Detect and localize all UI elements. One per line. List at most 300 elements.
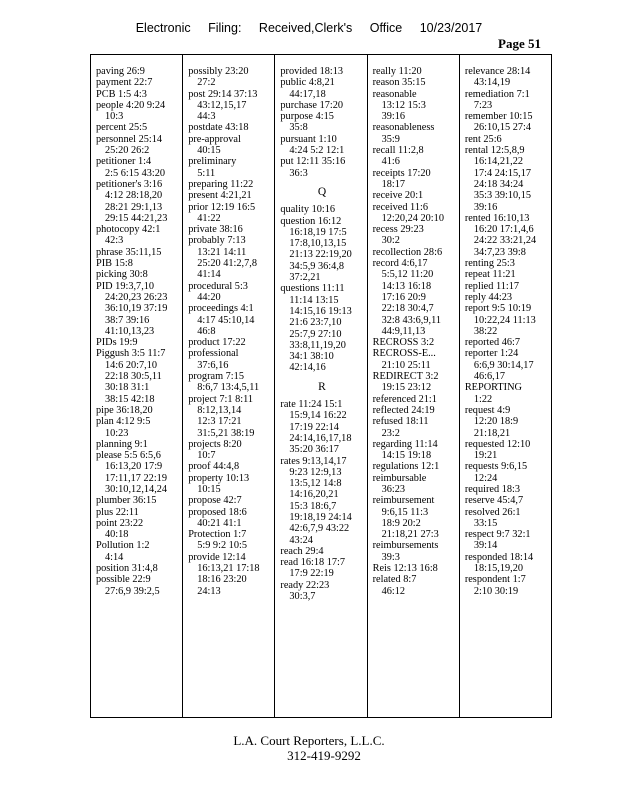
index-entry — [373, 405, 456, 416]
index-entry — [96, 258, 179, 269]
index-entry — [96, 100, 179, 123]
index-entry — [373, 122, 456, 145]
index-entry — [465, 461, 548, 484]
index-ref-line: 42:14,16 — [289, 362, 326, 374]
index-term-line: procedural 5:3 — [188, 280, 248, 292]
index-term-line: position 31:4,8 — [96, 563, 158, 575]
index-term-line: reasonableness — [372, 122, 435, 134]
index-entry — [373, 224, 456, 247]
index-term-line: paving 26:9 — [96, 66, 145, 77]
index-entry — [188, 371, 271, 394]
index-term-line: report 9:5 10:19 — [464, 303, 532, 315]
index-ref-line: 35:9 — [381, 133, 400, 145]
index-term-line: requests 9:6,15 — [464, 461, 528, 473]
index-term-line: pre-approval — [188, 133, 241, 145]
index-ref-line: 2:10 30:19 — [473, 585, 519, 597]
index-term-line: personnel 25:14 — [96, 133, 163, 145]
index-ref-line: 36:3 — [289, 167, 308, 179]
index-term-line: reach 29:4 — [280, 545, 324, 557]
filing-part: 10/23/2017 — [419, 21, 483, 35]
index-entry — [188, 337, 271, 348]
index-entry — [96, 348, 179, 404]
index-ref-line: 18:16 23:20 — [197, 574, 247, 586]
index-entry — [373, 473, 456, 496]
index-term-line: really 11:20 — [372, 66, 422, 77]
index-term-line: proposed 18:6 — [188, 506, 247, 518]
index-ref-line: 10:7 — [197, 450, 216, 462]
filing-part: Filing: — [208, 21, 242, 35]
index-entry — [465, 281, 548, 292]
index-ref-line: 44:3 — [197, 111, 216, 123]
index-ref-line: 46:12 — [381, 585, 406, 597]
index-entry — [465, 495, 548, 506]
index-ref-line: 38:22 — [473, 325, 498, 337]
index-entry — [96, 77, 179, 88]
index-term-line: respect 9:7 32:1 — [464, 529, 531, 541]
index-entry — [96, 518, 179, 541]
index-term-line: Piggush 3:5 11:7 — [96, 348, 166, 360]
index-term-line: projects 8:20 — [188, 438, 242, 450]
index-term-line: rent 25:6 — [464, 133, 502, 145]
index-ref-line: 14:16,20,21 — [289, 489, 339, 501]
index-ref-line: 35:3 39:10,15 — [473, 190, 532, 202]
index-ref-line: 24:20,23 26:23 — [105, 291, 168, 303]
index-ref-line: 28:21 29:1,13 — [105, 201, 163, 213]
index-entry — [280, 580, 363, 603]
index-ref-line: 40:21 41:1 — [197, 517, 242, 529]
index-entry — [465, 439, 548, 462]
footer-phone: 312-419-9292 — [287, 748, 361, 763]
index-entry — [96, 405, 179, 416]
section-letter: R — [318, 380, 326, 393]
index-entry — [465, 134, 548, 145]
index-ref-line: 17:4 24:15,17 — [473, 167, 532, 179]
index-ref-line: 24:18 34:24 — [473, 178, 524, 190]
index-ref-line: 21:18,21 — [473, 427, 511, 439]
index-ref-line: 41:10,13,23 — [105, 325, 155, 337]
index-ref-line: 1:22 — [473, 393, 493, 405]
index-ref-line: 33:8,11,19,20 — [289, 339, 346, 351]
index-term-line: put 12:11 35:16 — [280, 156, 346, 168]
index-ref-line: 30:10,12,14,24 — [105, 483, 168, 495]
index-ref-line: 13:21 14:11 — [197, 246, 247, 258]
footer — [0, 733, 618, 763]
index-term-line: RECROSS-E... — [372, 348, 436, 360]
index-term-line: reporter 1:24 — [464, 348, 519, 360]
index-entry — [188, 495, 271, 506]
index-entry — [373, 337, 456, 348]
index-term-line: percent 25:5 — [96, 122, 148, 134]
index-ref-line: 30:18 31:1 — [105, 382, 150, 394]
index-term-line: proof 44:4,8 — [188, 461, 240, 473]
index-term-line: rate 11:24 15:1 — [280, 399, 343, 411]
index-entry — [96, 122, 179, 133]
index-entry — [280, 100, 363, 111]
index-entry — [96, 540, 179, 563]
index-entry — [188, 473, 271, 496]
index-term-line: project 7:1 8:11 — [188, 393, 254, 405]
index-ref-line: 16:13,20 17:9 — [105, 461, 163, 473]
index-ref-line: 39:3 — [381, 551, 400, 563]
index-ref-line: 10:23 — [105, 427, 129, 439]
index-entry — [465, 269, 548, 280]
index-term-line: recollection 28:6 — [372, 246, 443, 258]
index-ref-line: 5:11 — [197, 167, 216, 179]
index-table — [90, 54, 552, 718]
index-term-line: respondent 1:7 — [464, 574, 526, 586]
index-entry — [96, 247, 179, 258]
index-ref-line: 12:20,24 20:10 — [381, 212, 444, 224]
index-term-line: PID 19:3,7,10 — [96, 280, 155, 292]
index-term-line: propose 42:7 — [188, 495, 242, 507]
index-term-line: rates 9:13,14,17 — [280, 455, 347, 467]
index-ref-line: 30:2 — [381, 235, 400, 247]
index-term-line: petitioner's 3:16 — [96, 178, 163, 190]
index-term-line: possibly 23:20 — [188, 66, 249, 77]
index-term-line: present 4:21,21 — [188, 190, 252, 202]
index-ref-line: 43:14,19 — [473, 77, 511, 89]
index-ref-line: 38:7 39:16 — [105, 314, 150, 326]
index-term-line: please 5:5 6:5,6 — [96, 450, 161, 462]
index-term-line: regarding 11:14 — [372, 438, 438, 450]
index-term-line: point 23:22 — [96, 517, 144, 529]
index-term-line: refused 18:11 — [372, 416, 429, 428]
index-term-line: reimbursements — [372, 540, 439, 552]
footer-company: L.A. Court Reporters, L.L.C. — [233, 733, 385, 748]
index-ref-line: 14:6 20:7,10 — [105, 359, 158, 371]
index-entry — [96, 507, 179, 518]
index-ref-line: 25:20 26:2 — [105, 145, 150, 157]
index-term-line: rental 12:5,8,9 — [464, 145, 525, 157]
index-entry — [188, 552, 271, 597]
index-term-line: REPORTING — [464, 382, 522, 394]
index-entry — [96, 439, 179, 450]
index-ref-line: 19:21 — [473, 450, 498, 462]
index-ref-line: 40:18 — [105, 529, 129, 541]
index-entry — [280, 283, 363, 373]
index-term-line: public 4:8,21 — [280, 77, 335, 89]
index-entry — [188, 190, 271, 201]
index-term-line: petitioner 1:4 — [96, 156, 152, 168]
index-term-line: repeat 11:21 — [464, 269, 516, 281]
index-term-line: reported 46:7 — [464, 337, 520, 349]
index-entry — [188, 439, 271, 462]
index-ref-line: 14:13 16:18 — [381, 280, 432, 292]
index-entry — [373, 77, 456, 88]
index-entry — [188, 179, 271, 190]
index-ref-line: 22:18 30:5,11 — [105, 371, 162, 383]
index-ref-line: 17:16 20:9 — [381, 291, 426, 303]
index-term-line: purpose 4:15 — [280, 111, 334, 123]
index-entry — [373, 89, 456, 123]
index-entry — [280, 399, 363, 455]
index-ref-line: 17:9 22:19 — [289, 568, 334, 580]
index-entry — [188, 89, 271, 123]
index-term-line: reserve 45:4,7 — [464, 495, 524, 507]
index-entry — [188, 66, 271, 89]
index-ref-line: 16:20 17:1,4,6 — [473, 224, 534, 236]
index-entry — [373, 190, 456, 201]
index-entry — [373, 348, 456, 371]
index-ref-line: 18:17 — [381, 178, 406, 190]
index-entry — [96, 179, 179, 224]
index-ref-line: 21:13 22:19,20 — [289, 249, 352, 261]
index-term-line: property 10:13 — [188, 472, 250, 484]
index-entry — [373, 247, 456, 258]
index-ref-line: 10:3 — [105, 111, 124, 123]
index-term-line: related 8:7 — [372, 574, 417, 586]
index-entry — [280, 204, 363, 215]
index-entry — [465, 213, 548, 258]
index-ref-line: 35:20 36:17 — [289, 444, 339, 456]
index-ref-line: 23:2 — [381, 427, 400, 439]
index-ref-line: 43:24 — [289, 534, 313, 546]
index-ref-line: 8:12,13,14 — [197, 404, 242, 416]
index-ref-line: 14:15,16 19:13 — [289, 305, 352, 317]
index-entry — [373, 439, 456, 462]
index-term-line: recall 11:2,8 — [372, 145, 424, 157]
index-entry — [373, 495, 456, 540]
index-ref-line: 27:2 — [197, 77, 216, 89]
index-ref-line: 32:8 43:6,9,11 — [381, 314, 442, 326]
index-entry — [188, 529, 271, 552]
index-ref-line: 24:13 — [197, 585, 221, 597]
index-ref-line: 10:15 — [197, 483, 221, 495]
index-ref-line: 9:6,15 11:3 — [381, 506, 429, 518]
index-ref-line: 27:6,9 39:2,5 — [105, 585, 160, 597]
index-entry — [373, 371, 456, 394]
index-term-line: read 16:18 17:7 — [280, 557, 346, 569]
index-entry — [465, 574, 548, 597]
index-ref-line: 33:15 — [473, 517, 498, 529]
index-term-line: reply 44:23 — [464, 291, 512, 303]
index-term-line: ready 22:23 — [280, 579, 330, 591]
index-term-line: plus 22:11 — [96, 506, 139, 518]
index-term-line: required 18:3 — [464, 483, 520, 495]
index-entry — [465, 405, 548, 439]
index-entry — [280, 66, 363, 77]
index-ref-line: 4:12 28:18,20 — [105, 190, 163, 202]
index-ref-line: 39:14 — [473, 540, 498, 552]
index-ref-line: 25:7,9 27:10 — [289, 328, 342, 340]
index-entry — [465, 292, 548, 303]
index-term-line: REDIRECT 3:2 — [372, 371, 439, 383]
index-term-line: phrase 35:11,15 — [96, 246, 162, 258]
index-term-line: responded 18:14 — [464, 551, 534, 563]
index-ref-line: 21:6 23:7,10 — [289, 317, 342, 329]
index-term-line: regulations 12:1 — [372, 461, 440, 473]
index-term-line: quality 10:16 — [280, 204, 336, 216]
index-entry — [465, 337, 548, 348]
index-ref-line: 12:24 — [473, 472, 498, 484]
index-entry — [96, 224, 179, 247]
index-ref-line: 14:15 19:18 — [381, 450, 432, 462]
index-entry — [465, 348, 548, 382]
index-ref-line: 12:20 18:9 — [473, 416, 519, 428]
index-term-line: request 4:9 — [464, 404, 511, 416]
index-entry — [373, 540, 456, 563]
index-ref-line: 22:18 30:4,7 — [381, 303, 434, 315]
index-ref-line: 15:3 18:6,7 — [289, 500, 337, 512]
index-entry — [465, 111, 548, 134]
index-entry — [96, 495, 179, 506]
index-ref-line: 18:9 20:2 — [381, 517, 421, 529]
index-ref-line: 44:20 — [197, 291, 221, 303]
index-entry — [465, 552, 548, 575]
index-ref-line: 9:23 12:9,13 — [289, 466, 342, 478]
index-term-line: picking 30:8 — [96, 269, 148, 281]
index-ref-line: 37:2,21 — [289, 272, 321, 284]
index-entry — [96, 66, 179, 77]
index-entry — [373, 574, 456, 597]
index-ref-line: 16:18,19 17:5 — [289, 226, 347, 238]
filing-part: Office — [369, 21, 403, 35]
index-entry — [188, 235, 271, 280]
index-entry — [188, 281, 271, 304]
index-ref-line: 29:15 44:21,23 — [105, 212, 168, 224]
index-ref-line: 6:6,9 30:14,17 — [473, 359, 534, 371]
index-term-line: resolved 26:1 — [464, 506, 521, 518]
index-entry — [188, 303, 271, 337]
index-ref-line: 16:13,21 17:18 — [197, 563, 260, 575]
index-entry — [96, 281, 179, 337]
index-entry — [188, 507, 271, 530]
index-ref-line: 36:10,19 37:19 — [105, 303, 168, 315]
index-column — [91, 55, 183, 717]
index-ref-line: 44:17,18 — [289, 88, 326, 100]
index-ref-line: 18:15,19,20 — [473, 563, 524, 575]
index-term-line: planning 9:1 — [96, 438, 148, 450]
index-entry — [280, 216, 363, 284]
index-term-line: requested 12:10 — [464, 438, 531, 450]
index-entry — [373, 461, 456, 472]
index-entry — [373, 168, 456, 191]
index-ref-line: 5:9 9:2 10:5 — [197, 540, 247, 552]
index-term-line: Reis 12:13 16:8 — [372, 563, 438, 575]
index-term-line: PIDs 19:9 — [96, 337, 138, 349]
index-ref-line: 30:3,7 — [289, 591, 316, 603]
index-term-line: product 17:22 — [188, 337, 246, 349]
index-ref-line: 24:14,16,17,18 — [289, 432, 352, 444]
index-term-line: relevance 28:14 — [464, 66, 531, 77]
index-term-line: renting 25:3 — [464, 258, 515, 270]
index-ref-line: 38:15 42:18 — [105, 393, 155, 405]
index-entry — [373, 202, 456, 225]
index-ref-line: 34:5,9 36:4,8 — [289, 260, 345, 272]
index-entry — [188, 461, 271, 472]
index-entry — [96, 574, 179, 597]
index-entry — [188, 122, 271, 133]
index-entry — [465, 507, 548, 530]
index-ref-line: 42:3 — [105, 235, 124, 247]
index-term-line: receipts 17:20 — [372, 167, 431, 179]
index-term-line: reasonable — [372, 88, 417, 100]
index-term-line: reason 35:15 — [372, 77, 426, 89]
index-term-line: preliminary — [188, 156, 237, 168]
index-term-line: pursuant 1:10 — [280, 133, 337, 145]
index-term-line: PIB 15:8 — [96, 258, 133, 270]
index-entry — [465, 145, 548, 213]
index-entry — [280, 546, 363, 557]
index-ref-line: 5:5,12 11:20 — [381, 269, 434, 281]
index-term-line: Pollution 1:2 — [96, 540, 150, 552]
filing-part: Electronic — [135, 21, 191, 35]
index-term-line: reimbursement — [372, 495, 435, 507]
index-entry — [96, 416, 179, 439]
index-term-line: receive 20:1 — [372, 190, 424, 202]
index-entry — [373, 394, 456, 405]
index-term-line: provide 12:14 — [188, 551, 246, 563]
index-term-line: record 4:6,17 — [372, 258, 428, 270]
index-term-line: plan 4:12 9:5 — [96, 416, 151, 428]
index-column — [460, 55, 551, 717]
index-term-line: plumber 36:15 — [96, 495, 157, 507]
index-term-line: pipe 36:18,20 — [96, 404, 153, 416]
index-ref-line: 39:16 — [473, 201, 498, 213]
index-ref-line: 10:22,24 11:13 — [473, 314, 536, 326]
index-ref-line: 39:16 — [381, 111, 406, 123]
index-entry — [96, 156, 179, 179]
index-term-line: question 16:12 — [280, 215, 342, 227]
index-entry — [465, 529, 548, 552]
index-ref-line: 34:7,23 39:8 — [473, 246, 526, 258]
index-ref-line: 16:14,21,22 — [473, 156, 524, 168]
index-term-line: recess 29:23 — [372, 224, 424, 236]
index-entry — [465, 484, 548, 495]
index-entry — [96, 89, 179, 100]
index-ref-line: 4:14 — [105, 551, 124, 563]
index-entry — [280, 557, 363, 580]
page-number: Page 51 — [498, 36, 541, 51]
index-entry — [373, 145, 456, 168]
index-entry — [465, 89, 548, 112]
index-entry — [188, 224, 271, 235]
index-term-line: photocopy 42:1 — [96, 224, 161, 236]
index-entry — [465, 303, 548, 337]
index-term-line: private 38:16 — [188, 224, 243, 236]
index-term-line: remediation 7:1 — [464, 88, 530, 100]
index-entry — [373, 416, 456, 439]
index-entry — [96, 337, 179, 348]
index-term-line: referenced 21:1 — [372, 393, 437, 405]
index-term-line: rented 16:10,13 — [464, 212, 530, 224]
filing-part: Received,Clerk's — [258, 21, 353, 35]
index-ref-line: 12:3 17:21 — [197, 416, 242, 428]
index-ref-line: 8:6,7 13:4,5,11 — [197, 382, 260, 394]
index-entry — [465, 258, 548, 269]
index-entry — [373, 66, 456, 77]
index-ref-line: 11:14 13:15 — [289, 294, 339, 306]
index-column — [368, 55, 460, 717]
index-ref-line: 26:10,15 27:4 — [473, 122, 532, 134]
index-entry — [373, 258, 456, 337]
index-term-line: remember 10:15 — [464, 111, 533, 123]
index-ref-line: 36:23 — [381, 483, 406, 495]
index-ref-line: 44:9,11,13 — [381, 325, 426, 337]
index-ref-line: 24:22 33:21,24 — [473, 235, 537, 247]
index-term-line: postdate 43:18 — [188, 122, 249, 134]
index-ref-line: 35:8 — [289, 122, 308, 134]
index-entry — [280, 156, 363, 179]
index-ref-line: 13:5,12 14:8 — [289, 478, 342, 490]
index-ref-line: 19:18,19 24:14 — [289, 511, 352, 523]
filing-stamp — [0, 21, 618, 35]
index-term-line: professional — [188, 348, 239, 360]
index-ref-line: 2:5 6:15 43:20 — [105, 167, 166, 179]
index-ref-line: 17:19 22:14 — [289, 421, 339, 433]
index-term-line: received 11:6 — [372, 201, 428, 213]
index-entry — [188, 394, 271, 439]
